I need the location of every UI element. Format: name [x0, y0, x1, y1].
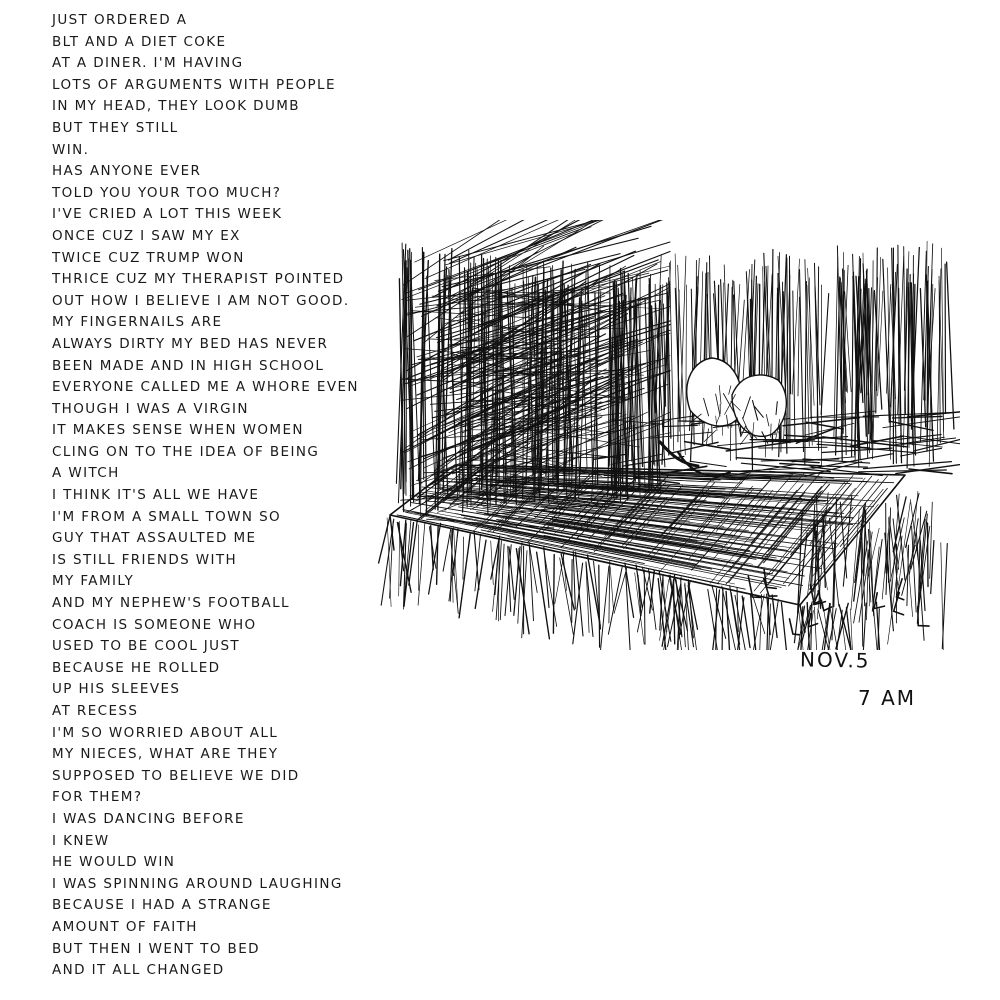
poem-line: ALWAYS DIRTY MY BED HAS NEVER: [52, 335, 329, 352]
poem-line: UP HIS SLEEVES: [52, 681, 181, 698]
poem-line: USED TO BE COOL JUST: [52, 638, 241, 655]
base-stroke: [586, 562, 593, 636]
poem-line: I THINK IT'S ALL WE HAVE: [52, 487, 260, 504]
poem-line: HAS ANYONE EVER: [52, 163, 202, 180]
poem-line: IN MY HEAD, THEY LOOK DUMB: [52, 98, 300, 115]
base-stroke: [941, 543, 944, 650]
poem-line: AMOUNT OF FAITH: [52, 918, 198, 935]
wall-stroke: [798, 297, 799, 396]
base-stroke: [716, 589, 717, 651]
poem-line: AT RECESS: [52, 703, 139, 719]
wall-stroke: [947, 262, 954, 429]
base-stroke: [931, 541, 934, 594]
base-stroke: [459, 534, 470, 618]
poem-line: MY FAMILY: [52, 573, 135, 590]
base-stroke: [573, 552, 575, 609]
base-stroke: [609, 561, 610, 623]
poem-line: BLT AND A DIET COKE: [52, 33, 227, 50]
base-stroke: [463, 537, 464, 579]
wall-stroke: [852, 282, 854, 457]
base-stroke: [722, 589, 723, 650]
date-caption: NOV.5: [799, 647, 871, 673]
base-stroke: [637, 573, 649, 632]
crosshatch-stroke: [450, 220, 641, 263]
blanket-stroke: [892, 416, 942, 418]
base-scribble: [809, 614, 818, 627]
blanket-stroke: [822, 448, 892, 452]
poem-line: MY FINGERNAILS ARE: [52, 314, 223, 331]
poem-line: THOUGH I WAS A VIRGIN: [52, 400, 249, 417]
poem-line: I'VE CRIED A LOT THIS WEEK: [52, 206, 283, 223]
base-stroke: [553, 555, 554, 634]
poem-line: WIN.: [52, 141, 90, 158]
poem-line: I WAS DANCING BEFORE: [52, 810, 245, 827]
poem-line: AND MY NEPHEW'S FOOTBALL: [52, 595, 290, 612]
poem-line: GUY THAT ASSAULTED ME: [52, 530, 257, 547]
poem-line: I KNEW: [52, 832, 110, 849]
bed-sketch-illustration: [360, 220, 960, 650]
base-stroke: [437, 527, 439, 584]
poem-line: BUT THEY STILL: [52, 119, 179, 136]
base-stroke: [443, 529, 451, 571]
poem-line: COACH IS SOMEONE WHO: [52, 616, 257, 633]
poem-line: SUPPOSED TO BELIEVE WE DID: [52, 767, 300, 784]
poem-line: I WAS SPINNING AROUND LAUGHING: [52, 875, 343, 892]
poem-line: HE WOULD WIN: [52, 854, 176, 871]
poem-line: A WITCH: [52, 465, 120, 482]
poem-line: TOLD YOU YOUR TOO MUCH?: [52, 184, 282, 201]
poem-line: ONCE CUZ I SAW MY EX: [52, 227, 241, 244]
blanket-stroke: [902, 438, 956, 444]
handwritten-poem: [52, 10, 392, 982]
base-stroke: [418, 524, 425, 606]
time-caption: 7 AM: [858, 686, 917, 710]
mattress-stroke: [817, 476, 887, 562]
poem-line: TWICE CUZ TRUMP WON: [52, 249, 245, 266]
base-stroke: [730, 586, 742, 650]
poem-line: IT MAKES SENSE WHEN WOMEN: [52, 422, 304, 439]
blanket-stroke: [791, 411, 876, 420]
poem-line: BECAUSE I HAD A STRANGE: [52, 897, 272, 914]
poem-line: AND IT ALL CHANGED: [52, 962, 225, 979]
base-stroke: [928, 523, 929, 587]
sheet-fold-stroke: [706, 429, 708, 445]
poem-line: OUT HOW I BELIEVE I AM NOT GOOD.: [52, 292, 350, 309]
base-scribble: [894, 593, 904, 615]
sheet-fold-stroke: [771, 424, 772, 438]
poem-line: BECAUSE HE ROLLED: [52, 659, 221, 676]
base-scribble: [790, 619, 800, 635]
poem-line: MY NIECES, WHAT ARE THEY: [52, 746, 279, 763]
base-stroke: [846, 608, 855, 650]
wall-stroke: [821, 294, 829, 415]
base-stroke: [599, 565, 600, 647]
poem-line: EVERYONE CALLED ME A WHORE EVEN: [52, 379, 359, 396]
blanket-stroke: [759, 447, 827, 448]
poem-line: FOR THEM?: [52, 789, 143, 806]
base-scribble: [874, 593, 884, 609]
poem-line: I'M SO WORRIED ABOUT ALL: [52, 724, 279, 741]
poem-line: I'M FROM A SMALL TOWN SO: [52, 508, 282, 525]
base-stroke: [608, 567, 622, 634]
poem-line: LOTS OF ARGUMENTS WITH PEOPLE: [52, 76, 336, 93]
base-stroke: [610, 567, 613, 610]
base-stroke: [586, 562, 589, 633]
blanket-stroke: [806, 423, 854, 435]
crosshatch-stroke: [410, 311, 541, 319]
poem-line: BUT THEN I WENT TO BED: [52, 940, 260, 957]
base-stroke: [814, 607, 817, 650]
poem-line: AT A DINER. I'M HAVING: [52, 55, 244, 72]
base-stroke: [600, 566, 609, 650]
wall-stroke: [686, 285, 687, 422]
poem-line: CLING ON TO THE IDEA OF BEING: [52, 443, 320, 460]
base-stroke: [644, 570, 645, 644]
poem-line: BEEN MADE AND IN HIGH SCHOOL: [52, 357, 325, 374]
poem-line: IS STILL FRIENDS WITH: [52, 551, 238, 568]
poem-line: THRICE CUZ MY THERAPIST POINTED: [52, 271, 345, 288]
base-stroke: [781, 603, 788, 651]
base-scribble: [918, 607, 929, 626]
poem-line: JUST ORDERED A: [52, 12, 188, 28]
